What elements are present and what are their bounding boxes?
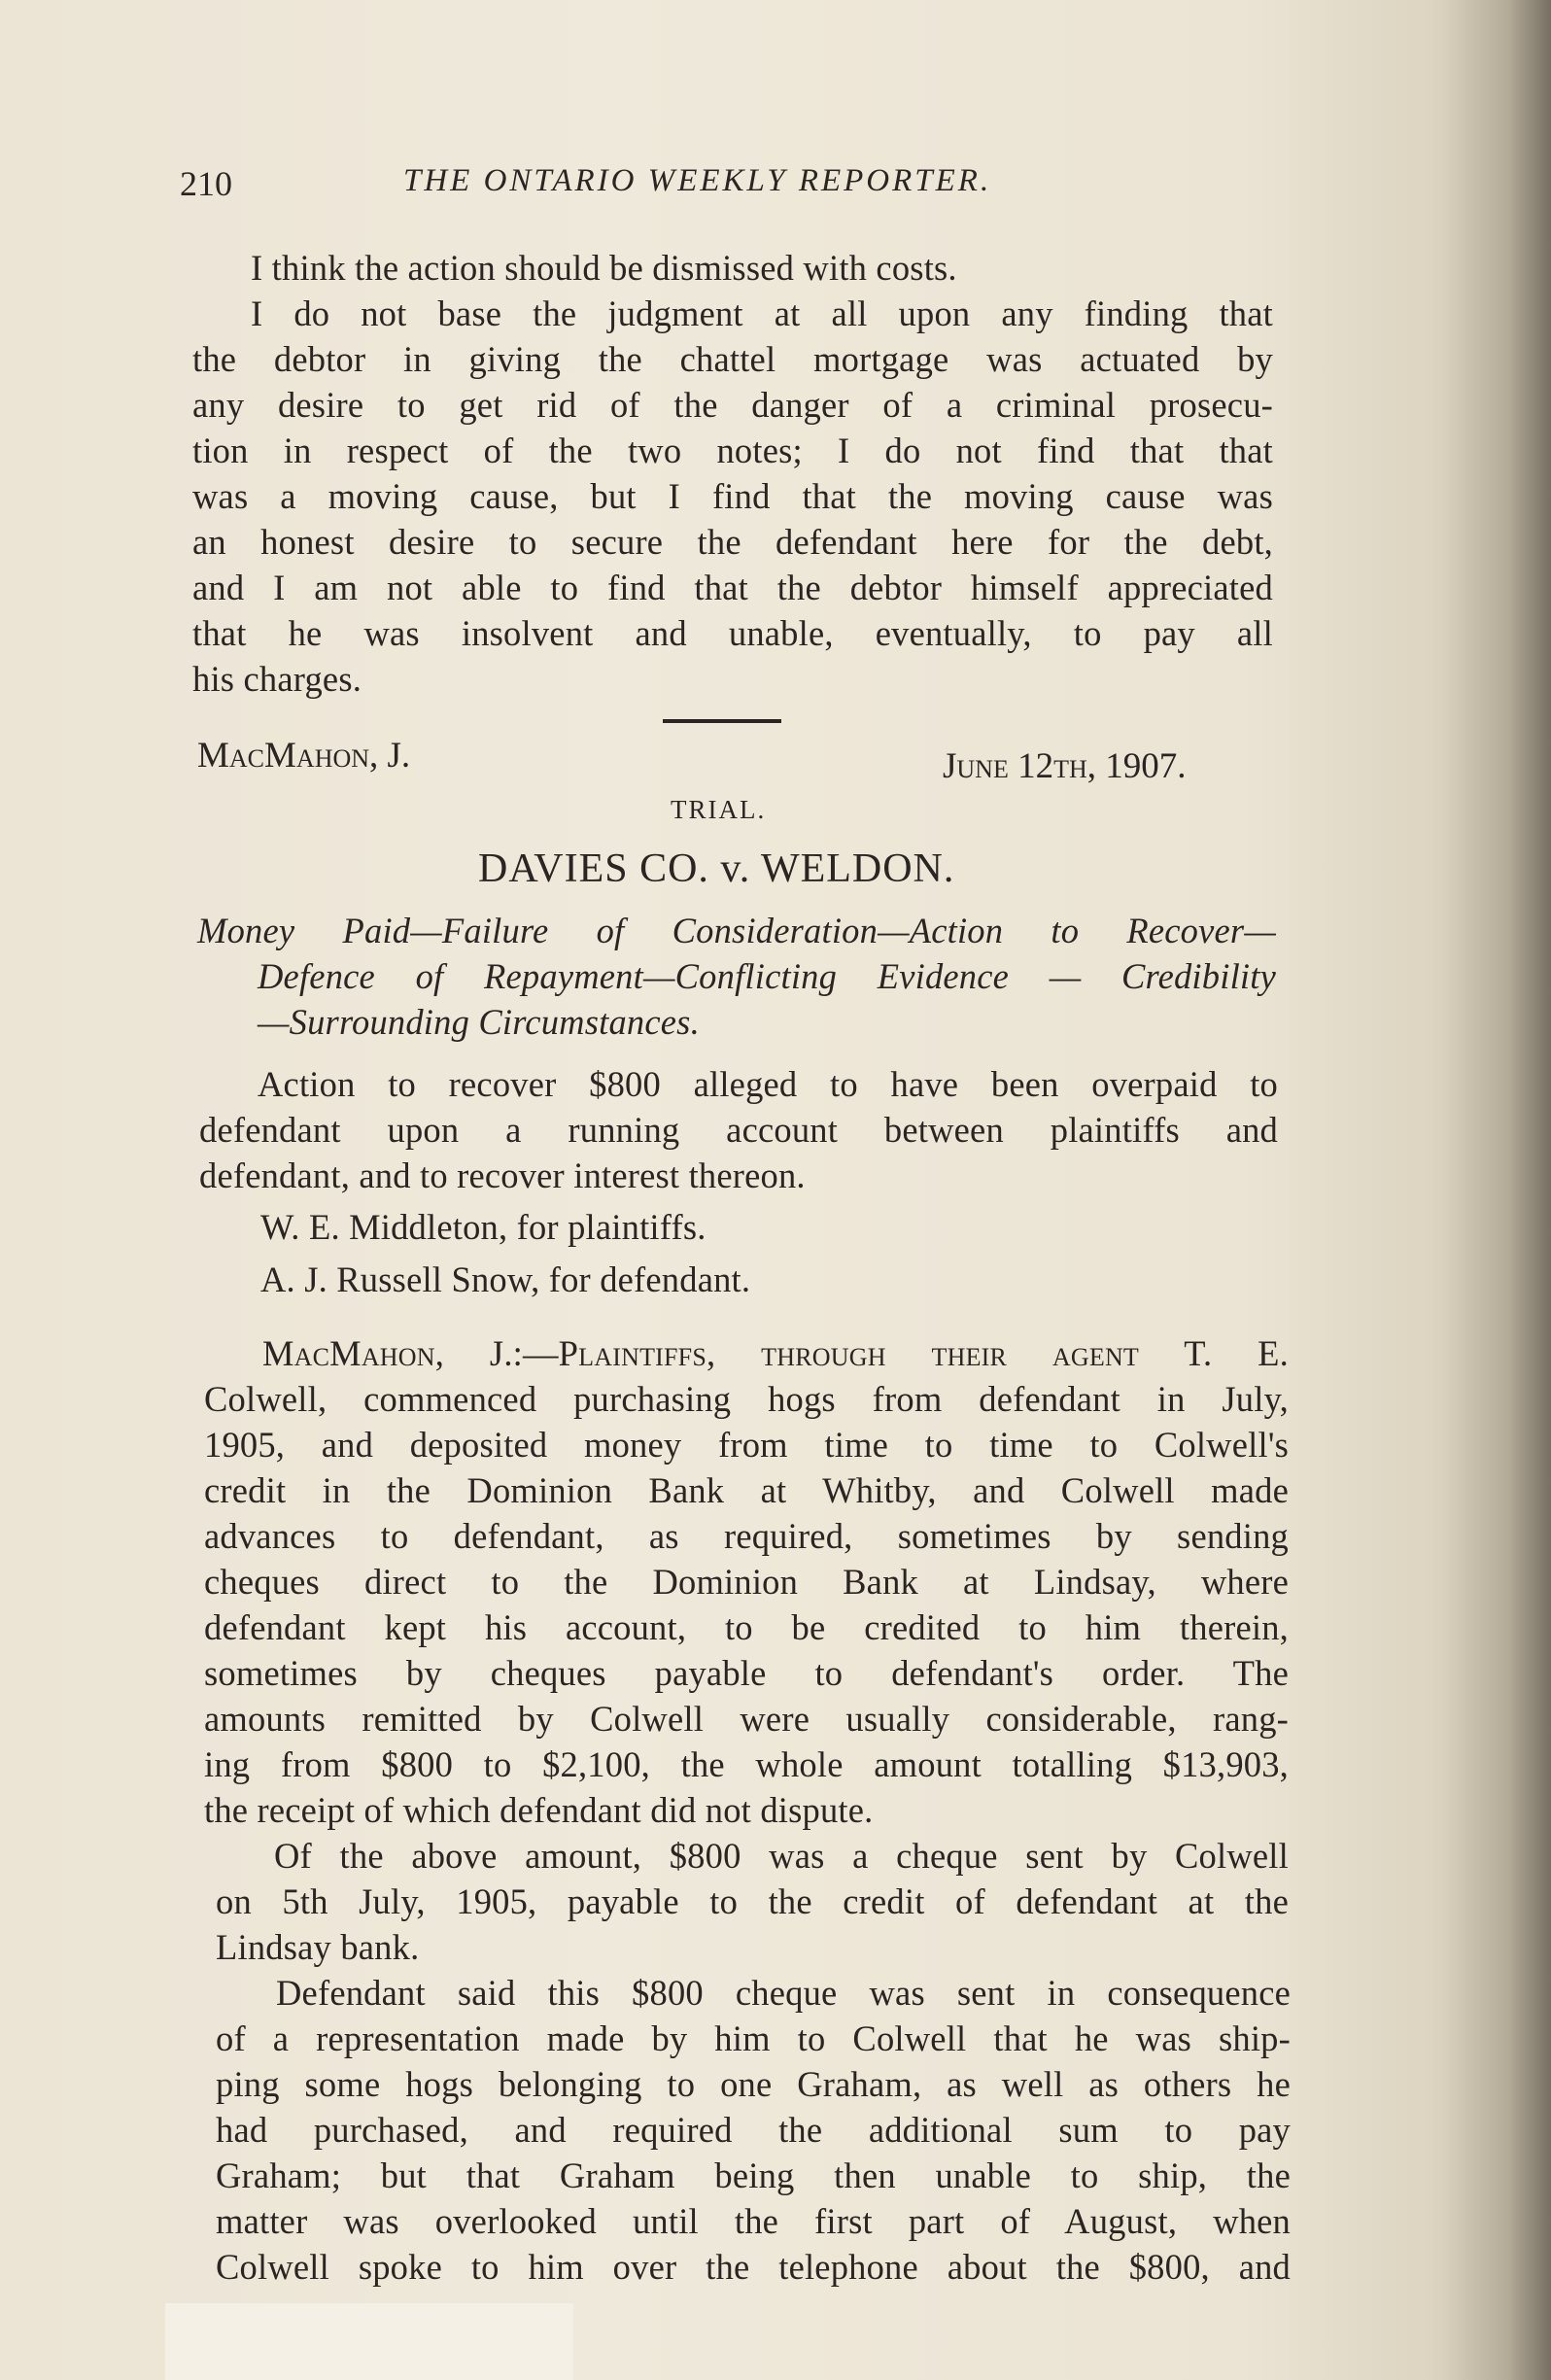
headnote-line: —Surrounding Circumstances. <box>258 1002 700 1042</box>
judgment-line: 1905, and deposited money from time to time to Colwell's <box>204 1425 1289 1465</box>
text-line: was a moving cause, but I find that the moving cause was <box>192 476 1273 516</box>
judgment-line: matter was overlooked until the first part of August, when <box>216 2201 1291 2241</box>
page-number: 210 <box>180 164 232 203</box>
text-line: the debtor in giving the chattel mortgage was actuated by <box>192 339 1273 379</box>
judgment-line: Defendant said this $800 cheque was sent in consequence <box>276 1973 1291 2013</box>
text-line: tion in respect of the two notes; I do not find that that <box>192 431 1273 470</box>
judgment-line: on 5th July, 1905, payable to the credit of defendant at the <box>216 1881 1289 1921</box>
judgment-line: of a representation made by him to Colwell that he was ship- <box>216 2018 1291 2058</box>
judgment-line: ping some hogs belonging to one Graham, as well as others he <box>216 2064 1291 2104</box>
counsel-line: W. E. Middleton, for plaintiffs. <box>260 1207 707 1247</box>
judgment-line: Colwell, commenced purchasing hogs from defendant in July, <box>204 1379 1289 1419</box>
text-line: an honest desire to secure the defendant here for the debt, <box>192 522 1273 562</box>
judgment-line: had purchased, and required the additional sum to pay <box>216 2110 1291 2150</box>
judgment-line: Graham; but that Graham being then unable to ship, the <box>216 2156 1291 2195</box>
judgment-line: Lindsay bank. <box>216 1927 420 1967</box>
judgment-line: credit in the Dominion Bank at Whitby, and Colwell made <box>204 1470 1289 1510</box>
case-title: DAVIES CO. v. WELDON. <box>478 846 955 891</box>
page-paper-patch <box>165 2303 573 2380</box>
page-gutter-shadow <box>1444 0 1551 2380</box>
summary-line: defendant upon a running account between plaintiffs and <box>199 1110 1278 1150</box>
judgment-line: MacMahon, J.:—Plaintiffs, through their agent T. E. <box>262 1333 1289 1373</box>
headnote-line: Defence of Repayment—Conflicting Evidence — Credibility <box>258 956 1276 996</box>
judgment-line: Of the above amount, $800 was a cheque sent by Colwell <box>274 1836 1289 1876</box>
judgment-line-lead <box>262 1331 1289 1376</box>
counsel-line: A. J. Russell Snow, for defendant. <box>260 1259 751 1299</box>
judgment-line: cheques direct to the Dominion Bank at Lindsay, where <box>204 1562 1289 1602</box>
text-line: I do not base the judgment at all upon any finding that <box>251 293 1273 333</box>
summary-line: defendant, and to recover interest thereon. <box>199 1156 806 1195</box>
judge-name: MacMahon, J. <box>197 736 411 776</box>
judgment-line: amounts remitted by Colwell were usually considerable, rang- <box>204 1699 1289 1739</box>
running-title: THE ONTARIO WEEKLY REPORTER. <box>403 163 992 198</box>
text-line: that he was insolvent and unable, eventually, to pay all <box>192 613 1273 653</box>
judgment-line: Colwell spoke to him over the telephone about the $800, and <box>216 2247 1291 2287</box>
judgment-line: ing from $800 to $2,100, the whole amount totalling $13,903, <box>204 1744 1289 1784</box>
judgment-line: sometimes by cheques payable to defendant's order. The <box>204 1653 1289 1693</box>
judgment-line: advances to defendant, as required, sometimes by sending <box>204 1516 1289 1556</box>
text-line: any desire to get rid of the danger of a criminal prosecu- <box>192 385 1273 425</box>
text-line: and I am not able to find that the debtor himself appreciated <box>192 568 1273 607</box>
judgment-date: June 12th, 1907. <box>943 746 1187 786</box>
judgment-line: the receipt of which defendant did not dispute. <box>204 1790 874 1830</box>
judgment-line: defendant kept his account, to be credited to him therein, <box>204 1607 1289 1647</box>
text-line: his charges. <box>192 659 362 699</box>
section-rule <box>663 719 781 723</box>
summary-line: Action to recover $800 alleged to have been overpaid to <box>258 1064 1278 1104</box>
headnote-line: Money Paid—Failure of Consideration—Action to Recover— <box>197 911 1276 950</box>
proceeding-label: TRIAL. <box>671 795 767 824</box>
text-line: I think the action should be dismissed with costs. <box>251 248 957 288</box>
